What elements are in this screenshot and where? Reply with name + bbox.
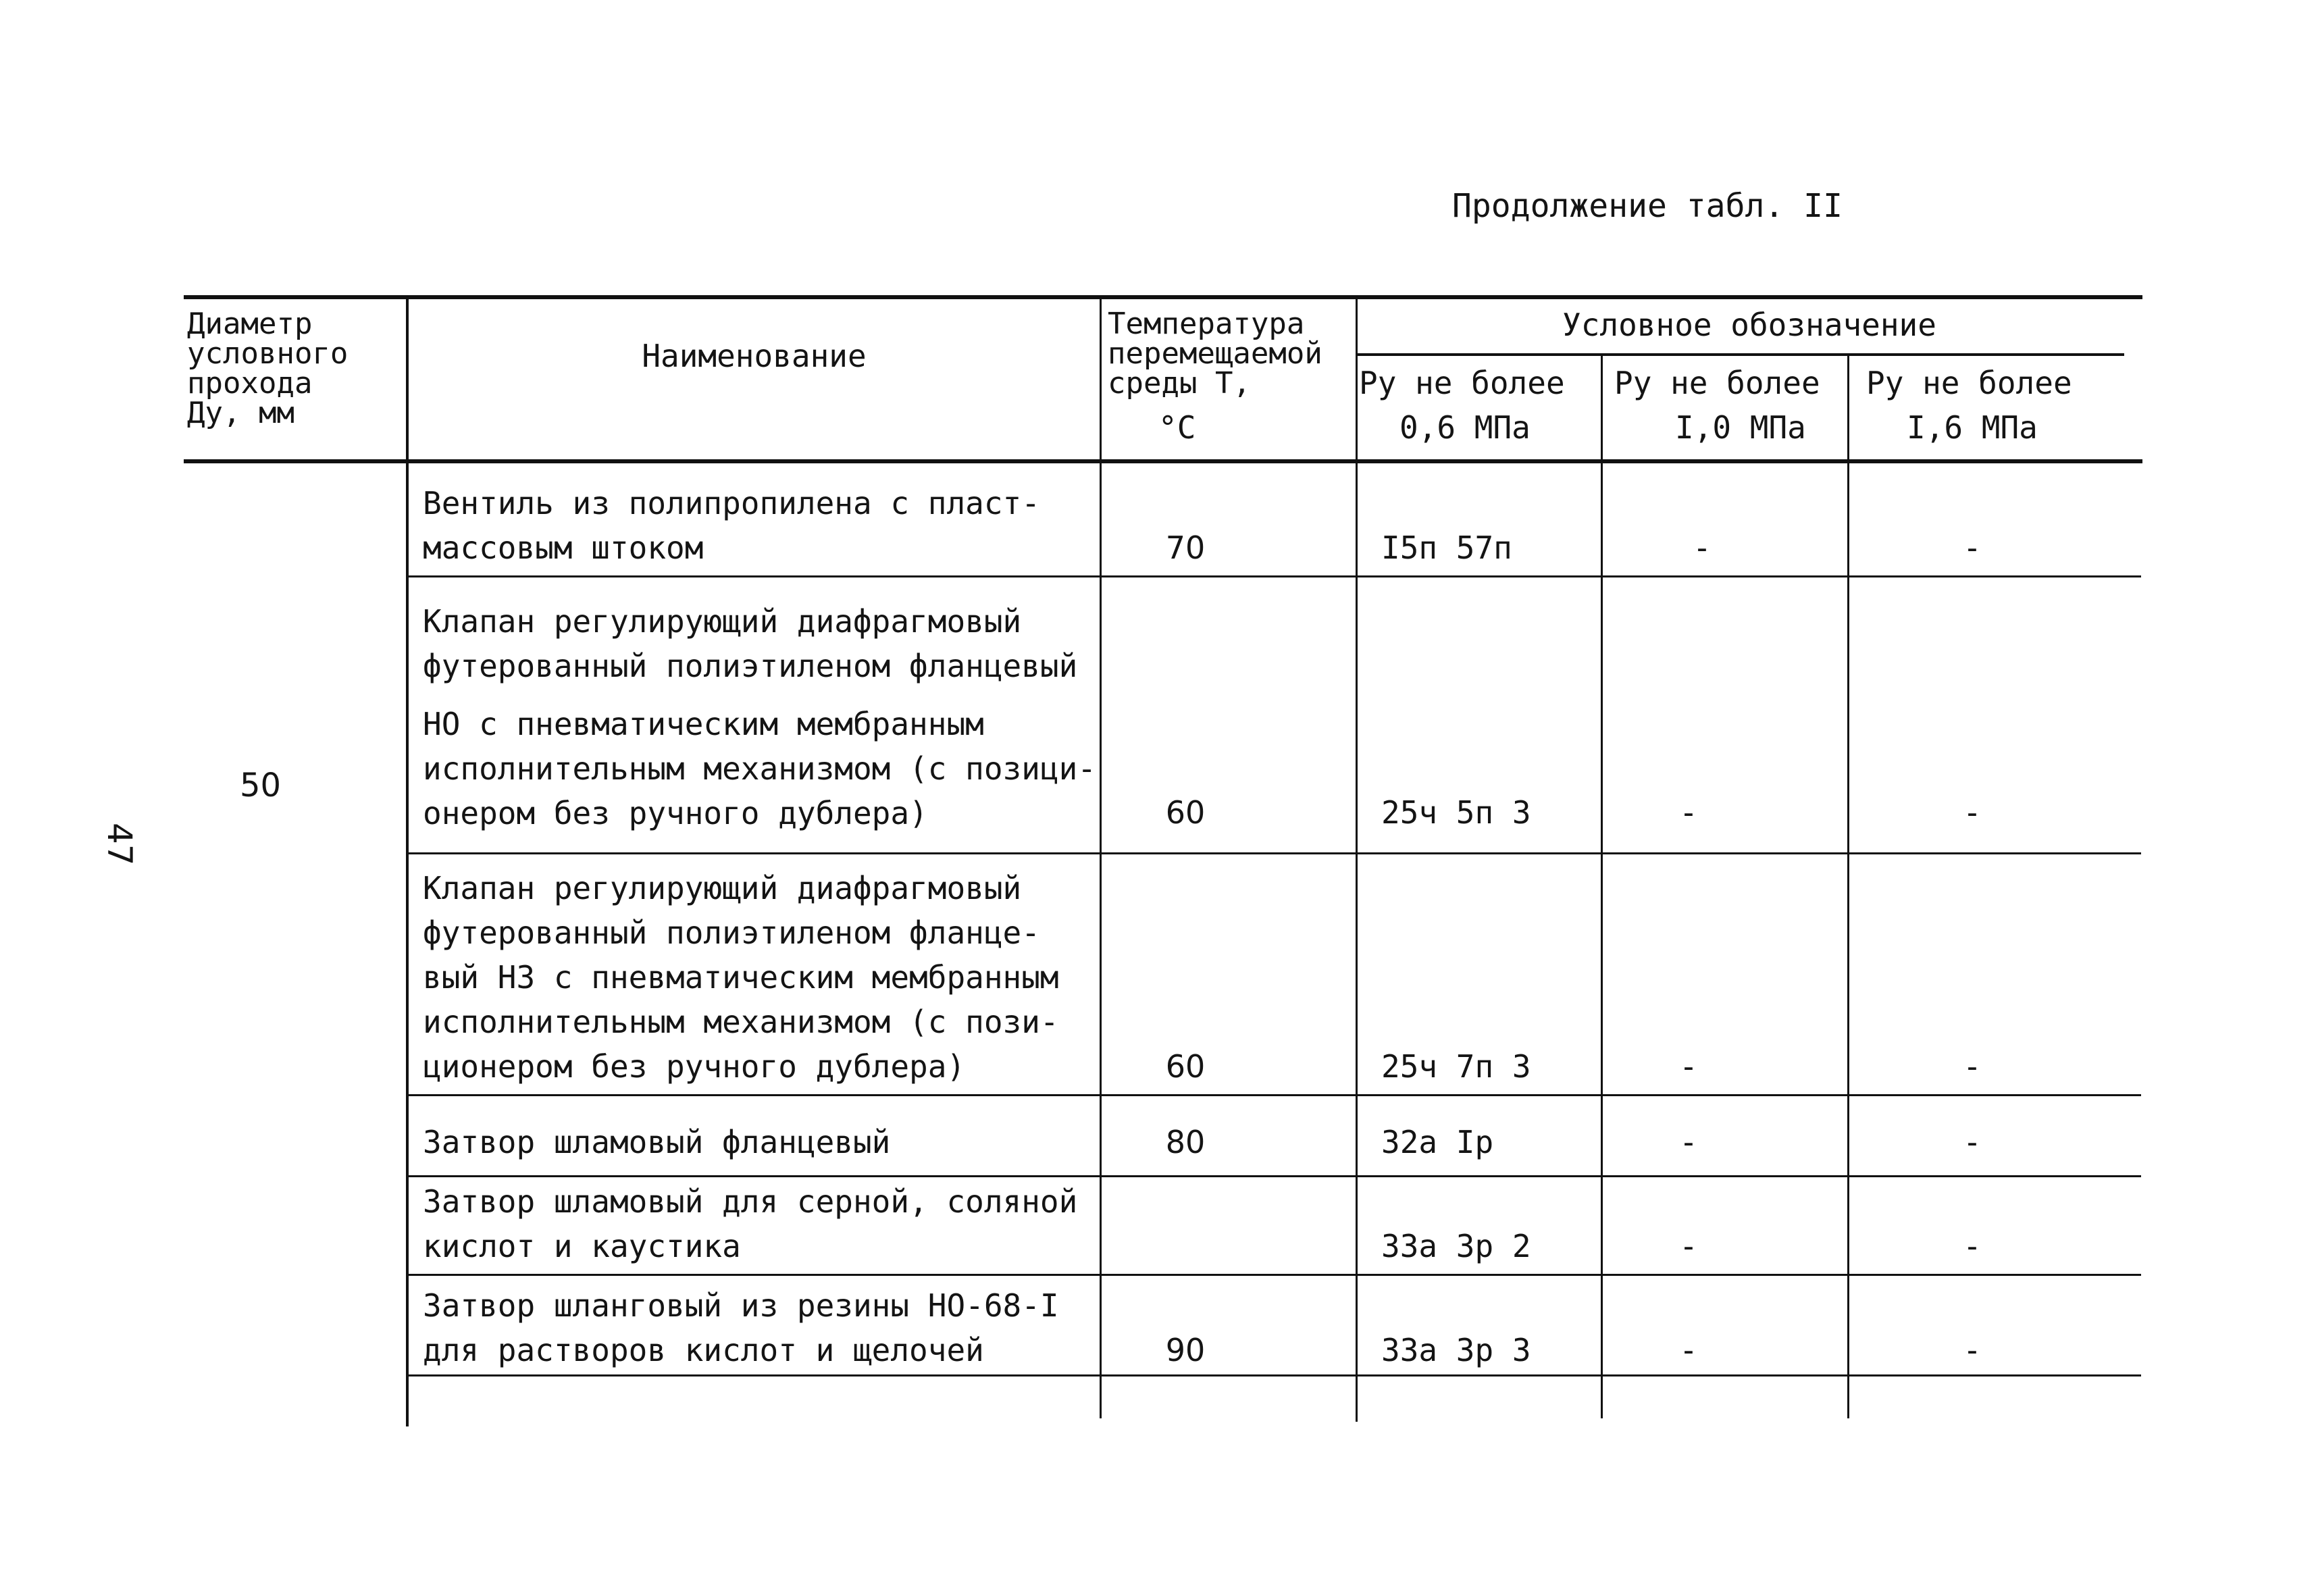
row-name: Затвор шламовый фланцевый	[423, 1124, 891, 1160]
header-name: Наименование	[642, 338, 867, 374]
row-designation-10: -	[1679, 1124, 1698, 1160]
header-designation: Условное обозначение	[1562, 307, 1936, 343]
row-designation-10: -	[1693, 530, 1712, 566]
header-diameter: Диаметр условного прохода Ду, мм	[187, 307, 349, 430]
row-designation-10: -	[1679, 794, 1698, 831]
row-name: Клапан регулирующий диафрагмовый футерованный полиэтиленом фланце- вый НЗ с пневматическим мембранным исполнительным механизмом (с пози- ционером без ручного дублера)	[423, 870, 1059, 1085]
row-designation-10: -	[1679, 1228, 1698, 1264]
row-temperature: 80	[1165, 1124, 1206, 1160]
page-number: 47	[100, 823, 139, 866]
row-designation-06: I5п 57п	[1381, 530, 1512, 566]
row-designation-10: -	[1679, 1048, 1698, 1085]
diameter-value: 50	[240, 767, 282, 804]
row-designation-16: -	[1963, 794, 1982, 831]
row-designation-10: -	[1679, 1332, 1698, 1368]
row-temperature: 90	[1165, 1332, 1206, 1368]
row-name: Затвор шланговый из резины НО-68-I для растворов кислот и щелочей	[423, 1287, 1059, 1368]
row-designation-16: -	[1963, 1124, 1982, 1160]
row-designation-16: -	[1963, 1332, 1982, 1368]
row-designation-06: 33а 3р 3	[1381, 1332, 1531, 1368]
row-name: Вентиль из полипропилена с пласт- массовым штоком	[423, 485, 1040, 566]
row-temperature: 70	[1165, 530, 1206, 566]
row-name: Затвор шламовый для серной, соляной кислот и каустика	[423, 1183, 1078, 1264]
row-designation-06: 25ч 5п 3	[1381, 794, 1531, 831]
row-temperature: 60	[1165, 794, 1206, 831]
row-designation-06: 25ч 7п 3	[1381, 1048, 1531, 1085]
table-caption: Продолжение табл. II	[1452, 187, 1843, 225]
row-designation-06: 32а Iр	[1381, 1124, 1494, 1160]
row-name: Клапан регулирующий диафрагмовый футерованный полиэтиленом фланцевый НО с пневматическим мембранным исполнительным механизмом (с позици- онером без ручного дублера)	[423, 603, 1096, 831]
row-designation-16: -	[1963, 1228, 1982, 1264]
row-designation-16: -	[1963, 1048, 1982, 1085]
header-temperature: Температура перемещаемой среды Т,	[1108, 307, 1322, 401]
row-designation-06: 33а 3р 2	[1381, 1228, 1531, 1264]
header-pressure-06: Ру не более 0,6 МПа	[1359, 365, 1565, 446]
row-temperature: 60	[1165, 1048, 1206, 1085]
header-pressure-16: Ру не более I,6 МПа	[1866, 365, 2072, 446]
row-designation-16: -	[1963, 530, 1982, 566]
header-temperature-unit: °С	[1158, 409, 1196, 446]
header-pressure-10: Ру не более I,0 МПа	[1614, 365, 1820, 446]
